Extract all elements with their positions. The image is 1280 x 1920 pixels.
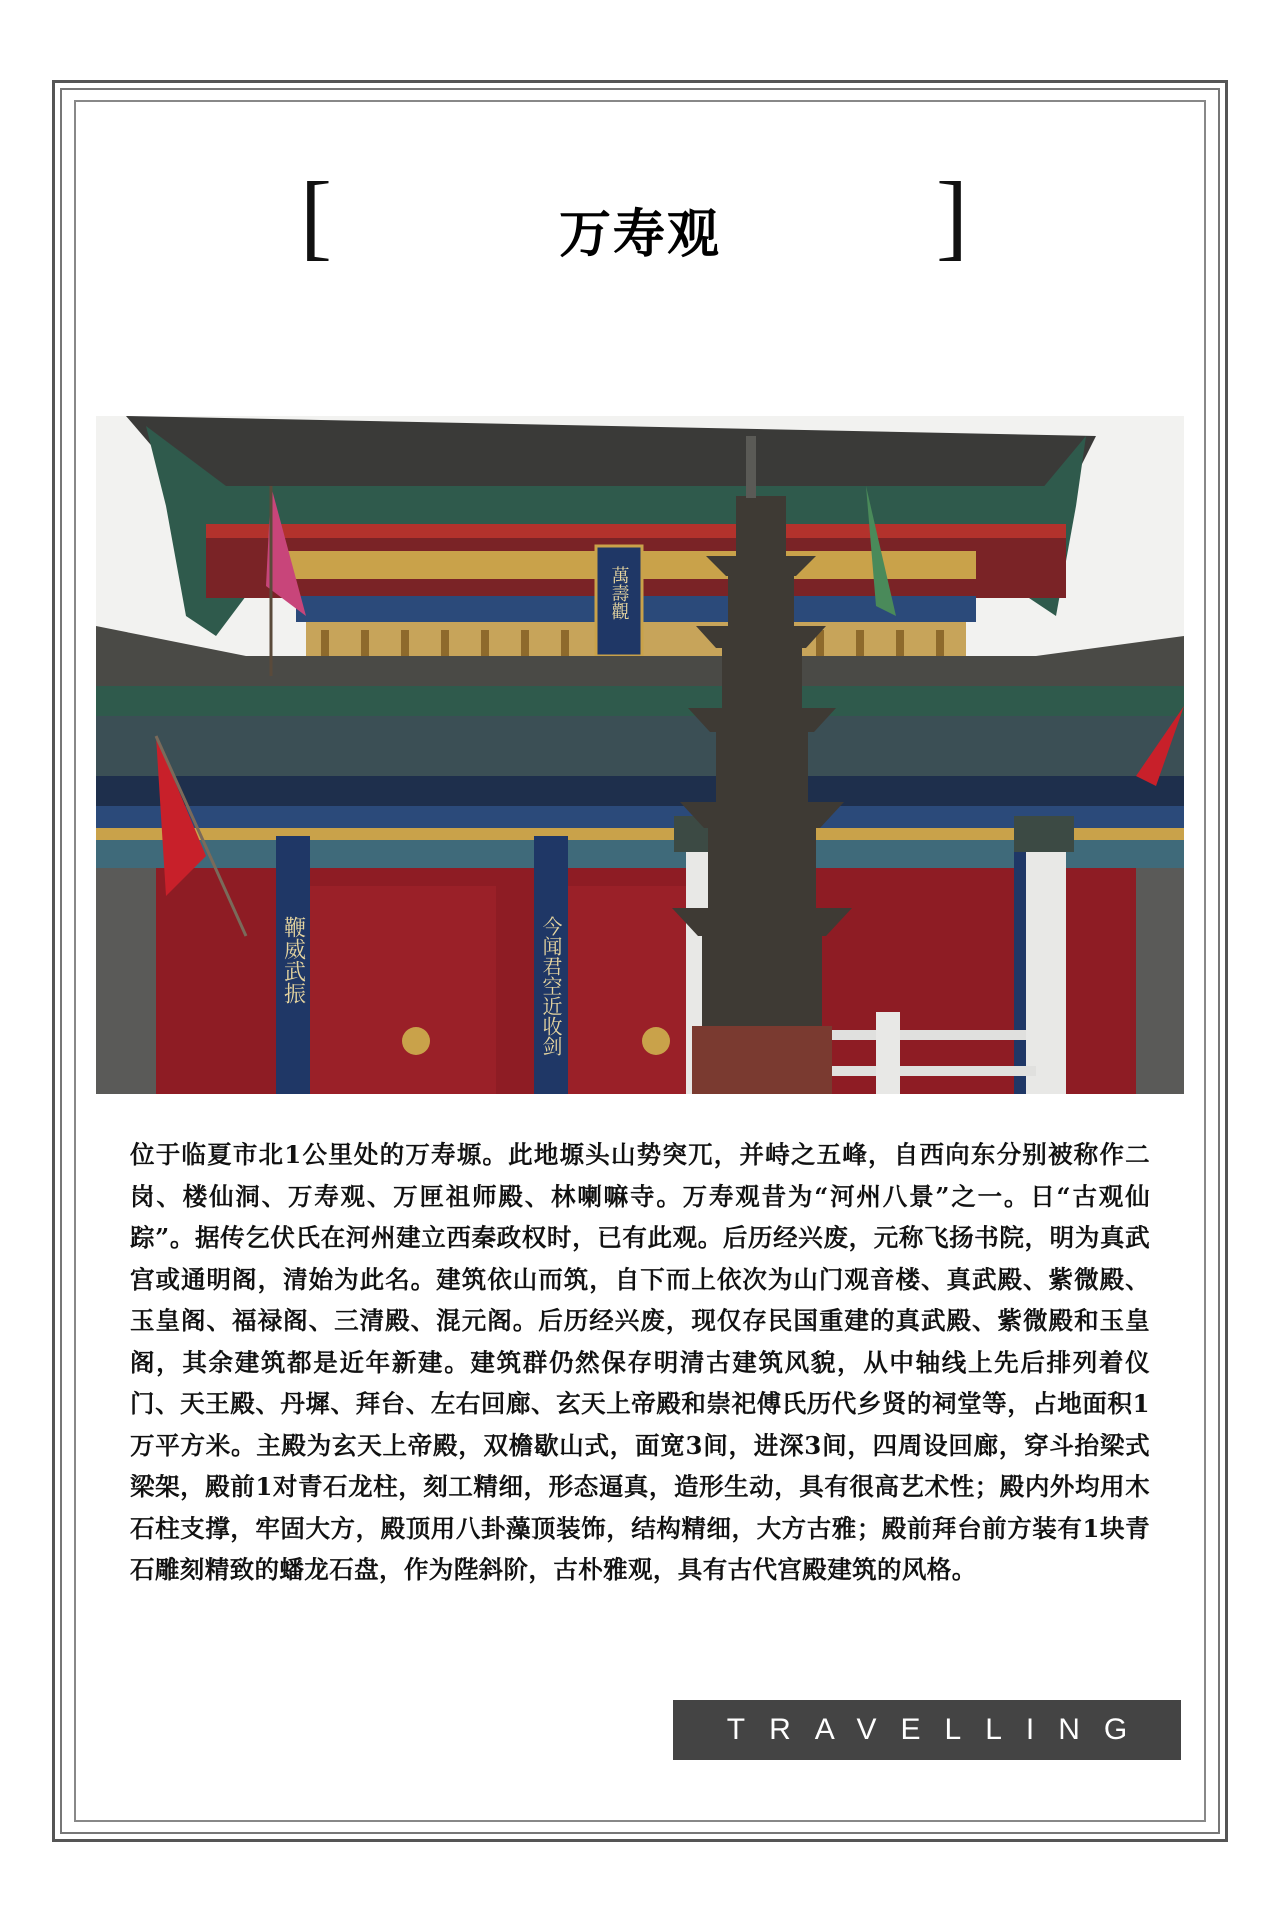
description-text: 位于临夏市北1公里处的万寿塬。此地塬头山势突兀，并峙之五峰，自西向东分别被称作二岗、楼仙洞、万寿观、万匣祖师殿、林喇嘛寺。万寿观昔为“河州八景”之一。日“古观仙踪”。据传乞伏氏在河州建立西秦政权时，已有此观。后历经兴废，元称飞扬书院，明为真武宫或通明阁，清始为此名。建筑依山而筑，自下而上依次为山门观音楼、真武殿、紫微殿、玉皇阁、福禄阁、三清殿、混元阁。后历经兴废，现仅存民国重建的真武殿、紫微殿和玉皇阁，其余建筑都是近年新建。建筑群仍然保存明清古建筑风貌，从中轴线上先后排列着仪门、天王殿、丹墀、拜台、左右回廊、玄天上帝殿和崇祀傅氏历代乡贤的祠堂等，占地面积1万平方米。主殿为玄天上帝殿，双檐歇山式，面宽3间，进深3间，四周设回廊，穿斗抬梁式梁架，殿前1对青石龙柱，刻工精细，形态逼真，造形生动，具有很高艺术性；殿内外均用木石柱支撑，牢固大方，殿顶用八卦藻顶装饰，结构精细，大方古雅；殿前拜台前方装有1块青石雕刻精致的蟠龙石盘，作为陛斜阶，古朴雅观，具有古代宫殿建筑的风格。	[130, 1140, 1150, 1584]
temple-illustration	[96, 416, 1184, 1094]
page-title: 万寿观	[558, 204, 721, 265]
temple-photo	[96, 416, 1184, 1094]
travelling-tag: TRAVELLING	[673, 1700, 1181, 1760]
pillar-left-text: 鞭威武振	[280, 916, 306, 1004]
title-bracket-left: [	[300, 162, 332, 269]
title-bracket-right: ]	[936, 162, 968, 269]
pillar-right-text: 今闻君空近收剑	[539, 916, 563, 1056]
plaque-text: 萬壽觀	[608, 566, 630, 620]
